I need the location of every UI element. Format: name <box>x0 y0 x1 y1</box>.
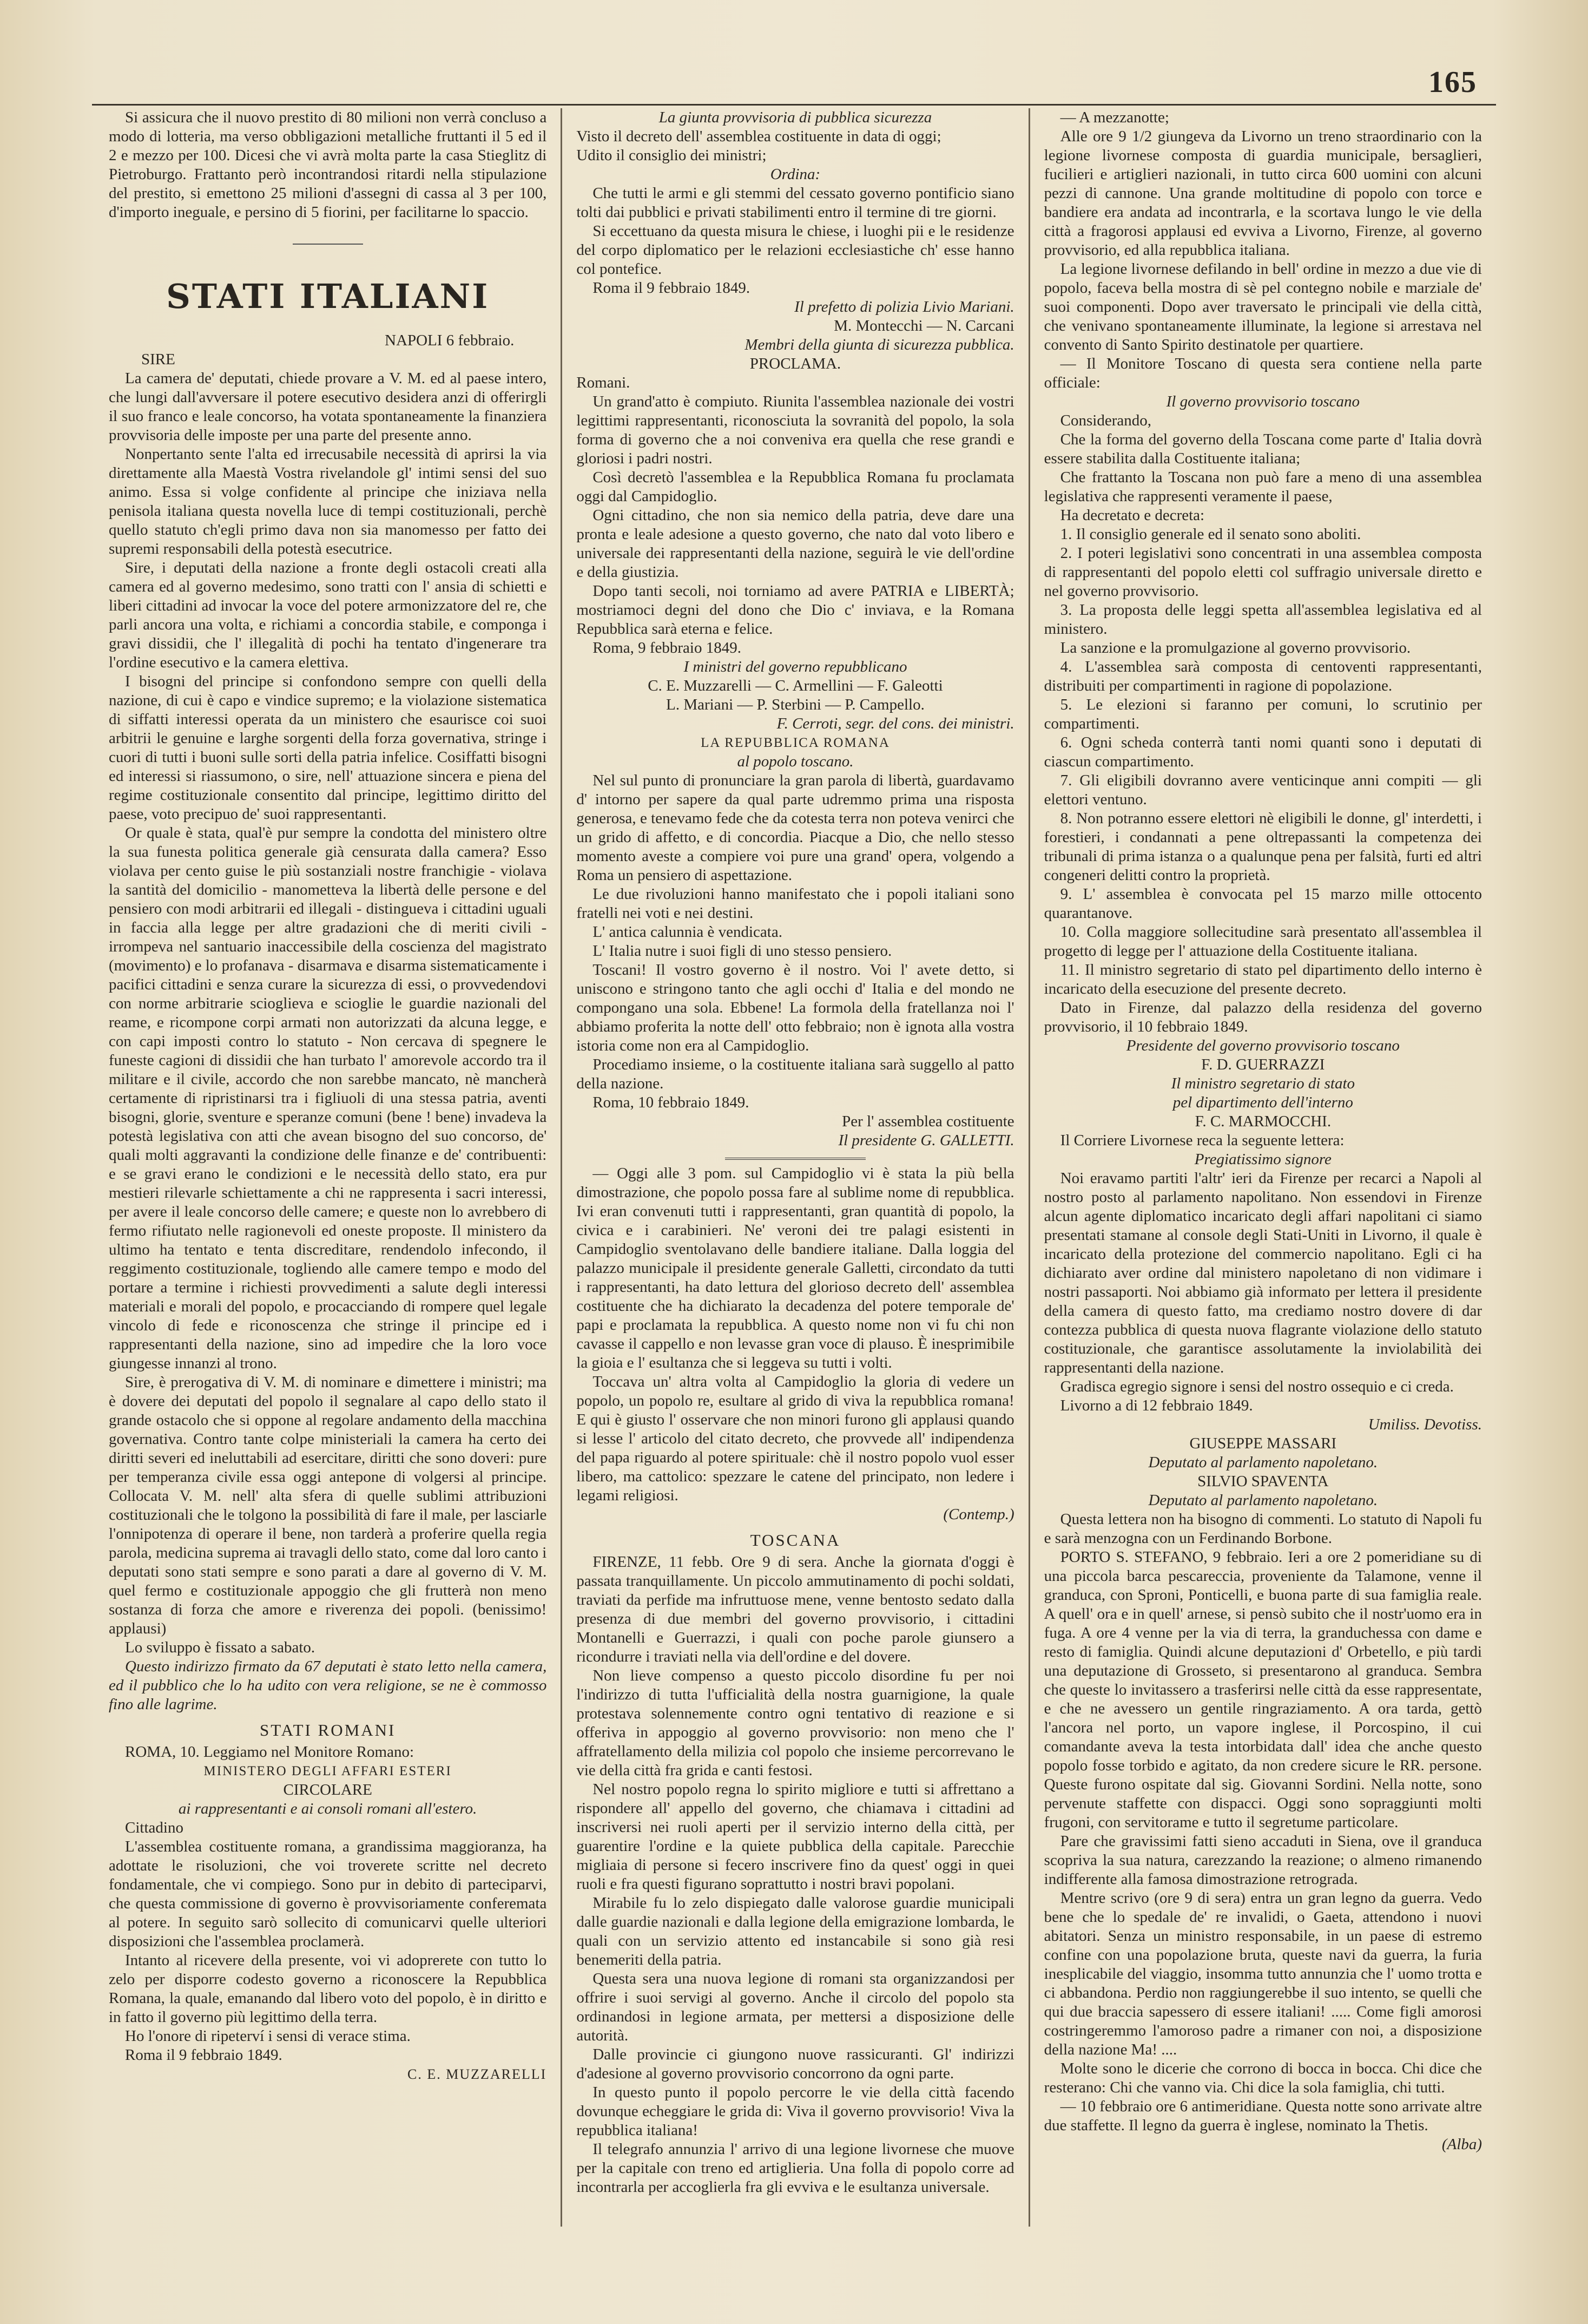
paragraph: Il telegrafo annunzia l' arrivo di una legione livornese che muove per la capitale con treno ed artiglieria. Una folla di popolo corre ad incontrarla per accoglierla fra gli evviva e le esultanza universale. <box>576 2141 1014 2196</box>
paragraph: — A mezzanotte; <box>1060 109 1169 126</box>
paragraph: Sire, i deputati della nazione a fronte degli ostacoli creati alla camera ed al governo medesimo, sono tratti con l' ansia di schietti e liberi cittadini ad invocar la voce del potere armonizzatore del re, che parli ancora una volta, e richiami a concordia stabile, e componga i gravi dissidii, che l' illegalità di pochi ha tentato d'ingenerare tra l'ordine esecutivo e la camera elettiva. <box>109 559 547 671</box>
signature: Presidente del governo provvisorio toscano <box>1126 1037 1400 1054</box>
source-note: (Contemp.) <box>943 1506 1014 1523</box>
signature: Per l' assemblea costituente <box>842 1113 1014 1130</box>
date-line: Roma, 10 febbraio 1849. <box>592 1094 749 1111</box>
paragraph: Le due rivoluzioni hanno manifestato che i popoli italiani sono fratelli nei voti e nei destini. <box>576 885 1014 922</box>
heading: Pregiatissimo signore <box>1194 1151 1332 1168</box>
paragraph: Un grand'atto è compiuto. Riunita l'assemblea nazionale dei vostri legittimi rappresentanti, riconosciuta la sovranità del popolo, la sola forma di governo che a noi conveniva era quella che rese grandi e gloriosi i padri nostri. <box>576 393 1014 467</box>
article: 2. I poteri legislativi sono concentrati in una assemblea composta di rappresentanti del popolo eletti col suffragio universale diretto e nel governo provvisorio. <box>1044 544 1482 600</box>
article: 1. Il consiglio generale ed il senato sono aboliti. <box>1060 526 1361 543</box>
heading: CIRCOLARE <box>283 1781 372 1798</box>
date-line: Roma, 9 febbraio 1849. <box>592 639 741 657</box>
article: 7. Gli eligibili dovranno avere venticinque anni compiti — gli elettori ventuno. <box>1044 772 1482 808</box>
paragraph: Ho l'onore di ripeterví i sensi di verace stima. <box>125 2027 411 2045</box>
paragraph: Intanto al ricevere della presente, voi vi adoprerete con tutto lo zelo per disporre codesto governo a riconoscere la Repubblica Romana, la quale, emanando dal libero voto del popolo, è in diritto e in fatto il governo più legittimo della terra. <box>109 1952 547 2026</box>
paragraph: Mentre scrivo (ore 9 di sera) entra un gran legno da guerra. Vedo bene che lo spedale de' re invalidi, o Gaeta, attendono i nuovi abitatori. Senza un ministro responsabile, in un paese di estremo confine con una popolazione bruta, queste navi da guerra, la furia inesplicabile del viaggio, insomma tutto annunzia che l' uomo trotta e ci abbandona. Perdio non raggiungerebbe il suo intento, se quelli che qui due braccia sapessero di essere italiani! ..... Come figli amorosi costringeremmo l'amoroso padre a rimaner con noi, a disposizione della nazione Ma! .... <box>1044 1889 1482 2058</box>
paragraph: Udito il consiglio dei ministri; <box>576 147 767 164</box>
divider <box>293 244 363 245</box>
signature: L. Mariani — P. Sterbini — P. Campello. <box>666 696 925 713</box>
article: 6. Ogni scheda conterrà tanti nomi quanti sono i deputati di ciascun compartimento. <box>1044 734 1482 770</box>
paragraph: Nel sul punto di pronunciare la gran parola di libertà, guardavamo d' intorno per sapere da qual parte udremmo prima una risposta generosa, e tenevamo fede che da cotesta terra non poteva venirci che un grido di affetto, e di concordia. Piacque a Dio, che nello stesso momento aveste a compiere voi pure una grand' opera, volgendo a Roma un pensiero di aspettazione. <box>576 772 1014 884</box>
paragraph: L' antica calunnia è vendicata. <box>592 923 782 941</box>
article: 10. Colla maggiore sollecitudine sarà presentato all'assemblea il progetto di legge per l' attuazione della Costituente italiana. <box>1044 923 1482 960</box>
signature: Membri della giunta di sicurezza pubblica. <box>744 336 1014 353</box>
heading: I ministri del governo repubblicano <box>683 658 907 675</box>
paragraph: Nonpertanto sente l'alta ed irrecusabile necessità di aprirsi la via direttamente alla Maestà Vostra rivelandole gl' intimi sensi del suo animo. Essa si volge confidente al principe che iniziava nella penisola italiana questa novella luce di tempi costituzionali, perchè quello statuto ch'egli primo dava non sia manomesso per fatto dei supremi responsabili della potestà esecutrice. <box>109 445 547 557</box>
paragraph: Sire, è prerogativa di V. M. di nominare e dimettere i ministri; ma è dovere dei deputati del popolo il segnalare al capo dello stato il grande ostacolo che si oppone al regolare andamento della macchina governativa. Contro tante colpe ministeriali la camera ha certo dei diritti severi ed ineluttabili ad esercitare, diritti che sono doveri: pure per temperanza civile essa oggi antepone di volgersi al principe. Collocata V. M. nell' alta sfera di quelle sublimi attribuzioni costituzionali che le tolgono la possibilità di fare il male, per lasciarle l'onnipotenza di operare il bene, non tarderà a proferire quella regia parola, medicina suprema ai travagli dello stato, come dal loro canto i deputati sono stati sempre e sono parati a dare al governo di V. M. quel fermo e costituzionale appoggio che gli frutterà non meno sostanza di forza che amore e riverenza dei popoli. (benissimo! applausi) <box>109 1374 547 1637</box>
paragraph: Che tutti le armi e gli stemmi del cessato governo pontificio siano tolti dai pubblici e privati stabilimenti entro il termine di tre giorni. <box>576 185 1014 221</box>
signature: SILVIO SPAVENTA <box>1197 1473 1329 1490</box>
paragraph: Visto il decreto dell' assemblea costituente in data di oggi; <box>576 128 941 145</box>
paragraph: Questa sera una nuova legione di romani sta organizzandosi per offrire i suoi servigi al governo. Anche il circolo del popolo sta ordinandosi in legione armata, per mettersi a disposizione delle autorità. <box>576 1970 1014 2044</box>
paragraph: La camera de' deputati, chiede provare a V. M. ed al paese intero, che lungi dall'avversare il potere esecutivo desidera anzi di offerirgli il suo franco e leale concorso, ha votata spontaneamente la finanziera provvisoria delle imposte per una parte del presente anno. <box>109 370 547 444</box>
column-3 <box>1029 108 1496 2227</box>
article: 3. La proposta delle leggi spetta all'assemblea legislativa ed al ministero. <box>1044 601 1482 638</box>
signature: C. E. Muzzarelli — C. Armellini — F. Galeotti <box>648 677 943 694</box>
paragraph: Toscani! Il vostro governo è il nostro. Voi l' avete detto, si uniscono e stringono tanto che agli occhi d' Italia e del mondo ne compongano una sola. Ebbene! La formola della fratellanza noi l' abbiamo proferita la notte dell' otto febbraio; non è ignota alla vostra istoria come non era al Campidoglio. <box>576 961 1014 1054</box>
paragraph: Dopo tanti secoli, noi torniamo ad avere PATRIA e LIBERTÀ; mostriamoci degni del dono che Dio c' inviava, e la Romana Repubblica sarà eterna e felice. <box>576 582 1014 638</box>
signature: F. C. MARMOCCHI. <box>1195 1113 1332 1130</box>
paragraph: In questo punto il popolo percorre le vie della città facendo dovunque echeggiare le grida di: Viva il governo provvisorio! Viva la repubblica italiana! <box>576 2084 1014 2139</box>
article: La sanzione e la promulgazione al governo provvisorio. <box>1060 639 1411 657</box>
heading: Il governo provvisorio toscano <box>1166 393 1360 410</box>
heading: MINISTERO DEGLI AFFARI ESTERI <box>203 1764 452 1778</box>
signature: C. E. MUZZARELLI <box>407 2066 547 2082</box>
column-2 <box>561 108 1028 2227</box>
subsection-title: STATI ROMANI <box>259 1721 396 1739</box>
dateline: NAPOLI 6 febbraio. <box>385 332 515 349</box>
paragraph: Romani. <box>576 374 630 391</box>
paragraph: ROMA, 10. Leggiamo nel Monitore Romano: <box>125 1743 414 1761</box>
paragraph: FIRENZE, 11 febb. Ore 9 di sera. Anche la giornata d'oggi è passata tranquillamente. Un piccolo ammutinamento di pochi soldati, traviati da perfide ma infruttuose mene, venne bentosto sedato dalla presenza di due membri del governo provvisorio, i cittadini Montanelli e Guerrazzi, i quali con poche parole giunsero a ricondurre i traviati nella via dell'ordine e del dovere. <box>576 1553 1014 1665</box>
paragraph: Così decretò l'assemblea e la Repubblica Romana fu proclamata oggi dal Campidoglio. <box>576 469 1014 505</box>
signature: GIUSEPPE MASSARI <box>1189 1435 1337 1452</box>
paragraph: L' Italia nutre i suoi figli di uno stesso pensiero. <box>592 942 892 960</box>
paragraph: Cittadino <box>125 1819 183 1836</box>
paragraph: — Oggi alle 3 pom. sul Campidoglio vi è stata la più bella dimostrazione, che popolo possa fare al sublime nome di repubblica. Ivi eran convenuti tutti i rappresentanti, gran quantità di popolo, la civica e i carabinieri. Ne' veroni dei tre palagi esistenti in Campidoglio sventolavano delle bandiere italiane. Dalla loggia del palazzo municipale il presidente generale Galletti, circondato da tutti i rappresentanti, ha dato lettura del glorioso decreto dell' assemblea costituente che ha dichiarato la decadenza del potere temporale de' papi e proclamata la repubblica. A questo nome non vi fu chi non cavasse il cappello e non levasse gran voce di plauso. È inesprimibile la gioia e l' esultanza che si leggeva su tutti i volti. <box>576 1165 1014 1371</box>
column-1 <box>95 108 561 2227</box>
signature: Umiliss. Devotiss. <box>1368 1416 1482 1433</box>
top-rule <box>92 104 1496 106</box>
signature: Il ministro segretario di stato <box>1171 1075 1355 1092</box>
paragraph: Non lieve compenso a questo piccolo disordine fu per noi l'indirizzo di tutta l'ufficialità della nostra guarnigione, la quale protestava solennemente contro ogni tentativo di reazione e si offeriva in appoggio al governo provvisorio: non meno che l' affratellamento della milizia col popolo che insieme percorrevano le vie della città fra grida e canti festosi. <box>576 1667 1014 1779</box>
article: 5. Le elezioni si faranno per comuni, lo scrutinio per compartimenti. <box>1044 696 1482 732</box>
paragraph: — Il Monitore Toscano di questa sera contiene nella parte officiale: <box>1044 355 1482 391</box>
date-line: Roma il 9 febbraio 1849. <box>125 2046 282 2064</box>
paragraph: Ogni cittadino, che non sia nemico della patria, deve dare una pronta e leale adesione a questo governo, che nato dal voto libero e universale dei rappresentanti della nazione, seguirà le vie dell'ordine e della giustizia. <box>576 507 1014 581</box>
paragraph: Ha decretato e decreta: <box>1060 507 1205 524</box>
paragraph: Questa lettera non ha bisogno di commenti. Lo statuto di Napoli fu e sarà menzogna con un Ferdinando Borbone. <box>1044 1511 1482 1547</box>
article: 11. Il ministro segretario di stato pel dipartimento dello interno è incaricato della esecuzione del presente decreto. <box>1044 961 1482 997</box>
paragraph: Si eccettuano da questa misura le chiese, i luoghi pii e le residenze del corpo diplomatico per le relazioni ecclesiastiche ch' esse hanno col pontefice. <box>576 222 1014 278</box>
signature: Deputato al parlamento napoletano. <box>1148 1454 1378 1471</box>
signature: Il presidente G. GALLETTI. <box>838 1132 1014 1149</box>
signature: F. Cerroti, segr. del cons. dei ministri. <box>776 715 1014 732</box>
paragraph: La legione livornese defilando in bell' ordine in mezzo a due vie di popolo, faceva bella mostra di sè pel contegno nobile e marziale de' suoi componenti. Dopo aver traversato le principali vie della città, che venivano spontaneamente illuminate, la legione si arrestava nel convento di Santo Spirito destinatole per quartiere. <box>1044 260 1482 353</box>
paragraph: Nel nostro popolo regna lo spirito migliore e tutti si affrettano a rispondere all' appello del governo, che chiamava i cittadini ad inscriversi nei ruoli aperti per il servizio interno della città, per guarentire l'ordine e la quiete pubblica della capitale. Parecchie migliaia di persone si fecero inscrivere fino da quest' oggi in quei ruoli e fra questi figurano soprattutto i nostri bravi popolani. <box>576 1781 1014 1893</box>
paragraph: Alle ore 9 1/2 giungeva da Livorno un treno straordinario con la legione livornese composta di guardia municipale, bersaglieri, fucilieri e artiglieri nazionali, in tutto circa 600 uomini con alcuni pezzi di cannone. Una grande moltitudine di popolo con torce e bandiere era andata ad incontrarla, e la scortava lungo le vie della città a fragorosi applausi ed evviva a Livorno, Firenze, al governo provvisorio, ed alla repubblica italiana. <box>1044 128 1482 259</box>
salutation: SIRE <box>141 351 175 368</box>
intro-paragraph: Si assicura che il nuovo prestito di 80 milioni non verrà concluso a modo di lotteria, ma verso obbligazioni metalliche fruttanti il 5 ed il 2 e mezzo per 100. Dicesi che vi avrà molta parte la casa Stieglitz di Pietroburgo. Frattanto però incontrandosi ritardi nella stipulazione del prestito, si emettono 25 milioni d'assegni di cassa al 3 per 100, d'importo ineguale, e persino di 5 fiorini, per facilitarne lo spaccio. <box>109 109 547 221</box>
paragraph: Dato in Firenze, dal palazzo della residenza del governo provvisorio, il 10 febbraio 1849. <box>1044 999 1482 1035</box>
paragraph: L'assemblea costituente romana, a grandissima maggioranza, ha adottate le risoluzioni, che voi troverete scritte nel decreto fondamentale, che vi compiego. Sono pur in debito di parteciparvi, che questa commissione di governo è provvisoriamente conferemata al potere. In seguito sarò sollecito di comunicarvi quelle ulteriori disposizioni che l'assemblea proclamerà. <box>109 1838 547 1950</box>
signature: M. Montecchi — N. Carcani <box>834 317 1014 334</box>
heading: La giunta provvisoria di pubblica sicurezza <box>658 109 932 126</box>
paragraph: Che frattanto la Toscana non può fare a meno di una assemblea legislativa che rappresenti veramente il paese, <box>1044 469 1482 505</box>
columns <box>95 108 1496 2227</box>
subsection-title: TOSCANA <box>750 1531 841 1550</box>
paragraph: Or quale è stata, qual'è pur sempre la condotta del ministero oltre la sua funesta politica generale già censurata dalla camera? Esso violava per cento guise le più sostanziali nostre franchigie - violava la santità del domicilio - manometteva la libertà delle persone e del pensiero con modi arbitrarii ed illegali - distingueva i cittadini uguali in faccia alla legge per altre gradazioni che di meriti civili - irrompeva nel santuario inaccessibile della coscienza del magistrato (movimento) e lo profanava - disarmava e disarma sistematicamente i pacifici cittadini e senza curare la sicurezza di essi, o provvedendovi con norme arbitrarie scioglieva e scioglie le guardie nazionali del reame, e ricompone corpi armati non autorizzati da alcuna legge, e con capi imposti contro lo statuto - Non cercava di spegnere le funeste cagioni di dissidii che han turbato l' amorevole accordo tra il militare e il civile, accordo che non sarebbe mancato, nè mancherà certamente di ripristinarsi tra i figliuoli di una stessa patria, aventi bisogni, glorie, sventure e speranze comuni (bene ! bene) invadeva la potestà legislativa con atti che avean bisogno del suo concorso, de' quali molti aggravanti la condizione delle finanze e de' contribuenti: e se gravi erano le condizioni e le necessità dello stato, era pur mestieri rilevarle schiettamente a chi ne rappresenta i sacri interessi, per avere il leale concorso delle camere; e queste non lo avrebbero di fermo rifiutato nelle ragionevoli ed oneste proposte. Il ministero da ultimo ha tentato e tenta discreditare, rendendolo infecondo, il reggimento costituzionale, togliendo alle camere tempo e modo del portare a termine i richiesti provvedimenti a salute degli interessi materiali e morali del popolo, e procacciando di rompere quel legale vincolo di fede e riconoscenza che stringe il principe ed i rappresentanti della nazione, sino ad impedire che la loro voce giungesse innanzi al trono. <box>109 824 547 1372</box>
article: 9. L' assemblea è convocata pel 15 marzo mille ottocento quarantanove. <box>1044 885 1482 922</box>
source-note: (Alba) <box>1441 2136 1482 2153</box>
signature: Deputato al parlamento napoletano. <box>1148 1492 1378 1509</box>
paragraph: Procediamo insieme, o la costituente italiana sarà suggello al patto della nazione. <box>576 1056 1014 1092</box>
paragraph: Pare che gravissimi fatti sieno accaduti in Siena, ove il granduca scopriva la sua natura, carezzando la reazione; o almeno rimanendo indifferente alla famosa dimostrazione retrograda. <box>1044 1833 1482 1888</box>
note-paragraph: Questo indirizzo firmato da 67 deputati è stato letto nella camera, ed il pubblico che lo ha udito con vera religione, se ne è commosso fino alle lagrime. <box>109 1658 547 1713</box>
section-header: STATI ITALIANI <box>166 277 490 316</box>
paragraph: Mirabile fu lo zelo dispiegato dalle valorose guardie municipali dalle guardie nazionali e dalla legione della emigrazione lombarda, le quali con un servizio attento ed instancabile si sono già resi benemeriti della patria. <box>576 1894 1014 1968</box>
heading: Ordina: <box>770 166 821 183</box>
paragraph: Considerando, <box>1060 412 1151 429</box>
article: 8. Non potranno essere elettori nè eligibili le donne, gl' interdetti, i forestieri, i condannati a pene oltrepassanti la competenza dei tribunali di prima istanza o a qualunque pena per falsità, furti ed altri congeneri delitti contro la proprietà. <box>1044 810 1482 884</box>
heading: PROCLAMA. <box>749 355 841 372</box>
paragraph: — 10 febbraio ore 6 antimeridiane. Questa notte sono arrivate altre due staffette. Il legno da guerra è inglese, nominato la Thetis. <box>1044 2098 1482 2134</box>
page-number: 165 <box>1428 65 1477 99</box>
paragraph: Toccava un' altra volta al Campidoglio la gloria di vedere un popolo, un popolo re, esultare al grido di viva la repubblica romana! E qui è giusto l' osservare che non minori furono gli applausi quando si lesse l' articolo del citato decreto, che provvede all' indipendenza del papa riguardo al potere spirituale: chè il nostro popolo vuol esser libero, ma cattolico: spezzare le catene del principato, non ledere i legami religiosi. <box>576 1373 1014 1504</box>
article: 4. L'assemblea sarà composta di centoventi rappresentanti, distribuiti per compartimenti in ragione di popolazione. <box>1044 658 1482 694</box>
signature: pel dipartimento dell'interno <box>1172 1094 1353 1111</box>
paragraph: Che la forma del governo della Toscana come parte d' Italia dovrà essere stabilita dalla Costituente italiana; <box>1044 431 1482 467</box>
date-line: Livorno a di 12 febbraio 1849. <box>1060 1397 1253 1414</box>
heading: ai rappresentanti e ai consoli romani all'estero. <box>178 1800 477 1817</box>
heading: LA REPUBBLICA ROMANA <box>701 736 890 750</box>
heading: al popolo toscano. <box>737 753 854 770</box>
paragraph: Il Corriere Livornese reca la seguente lettera: <box>1060 1132 1345 1149</box>
signature: Il prefetto di polizia Livio Mariani. <box>794 298 1014 316</box>
paragraph: Gradisca egregio signore i sensi del nostro ossequio e ci creda. <box>1060 1378 1454 1395</box>
signature: F. D. GUERRAZZI <box>1201 1056 1325 1073</box>
paragraph: Lo sviluppo è fissato a sabato. <box>125 1639 315 1656</box>
divider <box>725 1158 866 1160</box>
paragraph: Noi eravamo partiti l'altr' ieri da Firenze per recarci a Napoli al nostro posto al parlamento napolitano. Non essendovi in Firenze alcun agente diplomatico incaricato degli affari napolitani ci siamo presentati stamane al console degli Stati-Uniti in Livorno, il quale è incaricato della protezione del commercio napolitano. Egli ci ha dichiarato aver ordine dal ministero napoletano di non vidimare i nostri passaporti. Noi abbiamo già informato per lettera il presidente della camera di questo fatto, ma crediamo nostro dovere di dar contezza pubblica di questa nuova flagrante violazione dello statuto costituzionale, che garantisce assolutamente la inviolabilità dei rappresentanti della nazione. <box>1044 1170 1482 1376</box>
paragraph: Molte sono le dicerie che corrono di bocca in bocca. Chi dice che resterano: Chi che vanno via. Chi dice la sola famiglia, chi tutti. <box>1044 2060 1482 2096</box>
paragraph: I bisogni del principe si confondono sempre con quelli della nazione, di cui è capo e vindice supremo; e la violazione sistematica di siffatti interessi operata da un ministero che esaurisce coi suoi arbitrii le genuine e larghe sorgenti della forza governativa, stringe i cuori di tutti i buoni sulle sorti della patria infelice. Cosiffatti bisogni ed interessi si riassumono, o sire, nell' attuazione sincera e piena del regime costituzionale consentito dal principe, legittimo diritto del paese, voto precipuo de' suoi rappresentanti. <box>109 673 547 823</box>
paragraph: PORTO S. STEFANO, 9 febbraio. Ieri a ore 2 pomeridiane su di una piccola barca pescareccia, proveniente da Talamone, venne il granduca, con Sproni, Ponticelli, e buona parte di sua famiglia reale. A quell' ora e in quell' arnese, si pensò subito che il nostr'uomo era in fuga. A ore 4 venne per la via di terra, la granduchessa con dame e resto di famiglia. Quindi alcune deputazioni d' Orbetello, e più tardi una deputazione di Grosseto, si presentarono al granduca. Sembra che queste lo invitassero a trasferirsi nelle città da esse rappresentate, e che ne avessero un gentile ringraziamento. A ora tarda, gettò l'ancora nel porto, un vapore inglese, il Porcospino, il cui comandante aveva la testa intorbidata dall' idea che anche questo popolo fosse torbido e agitato, da non credere sicure le RR. persone. Queste furono ospitate dal sig. Giovanni Sordini. Nella notte, sono pervenute staffette con dispacci. Oggi sono sopraggiunti molti frugoni, con servitorame e tutto il segretume particolare. <box>1044 1548 1482 1831</box>
date-line: Roma il 9 febbraio 1849. <box>592 279 750 297</box>
paragraph: Dalle provincie ci giungono nuove rassicuranti. Gl' indirizzi d'adesione al governo provvisorio concorrono da ogni parte. <box>576 2046 1014 2082</box>
